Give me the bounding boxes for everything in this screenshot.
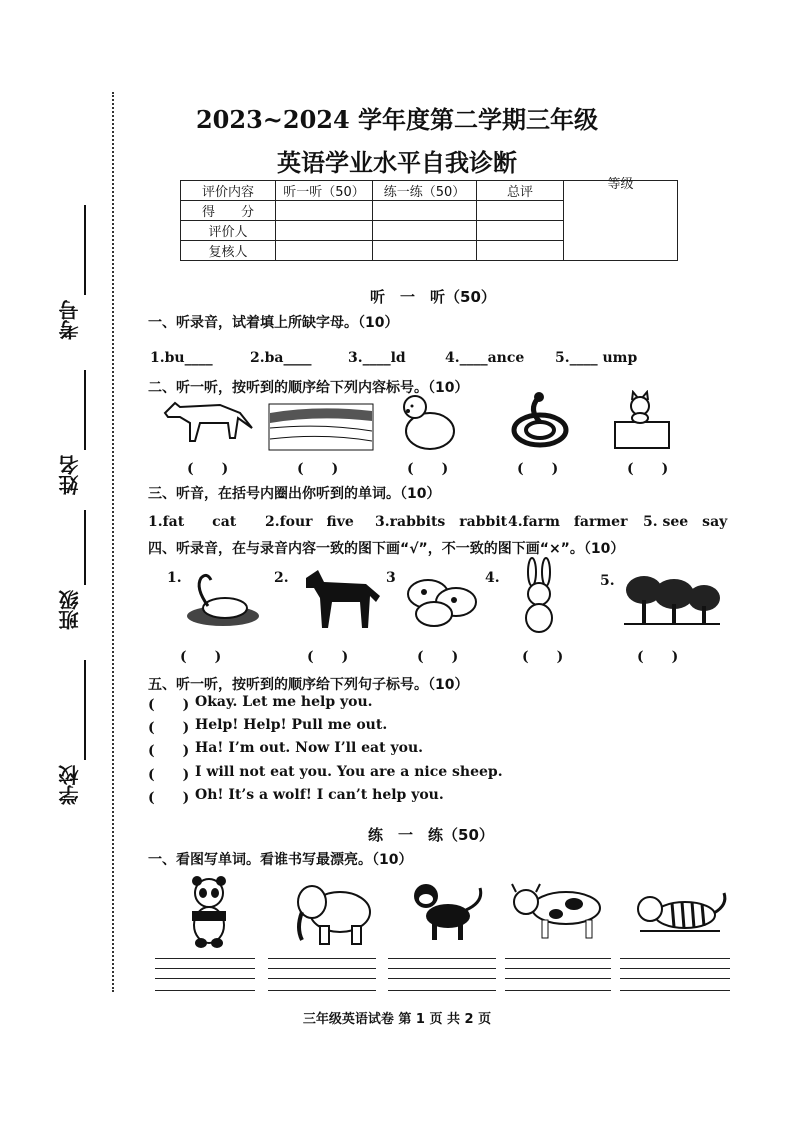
answer-blank[interactable]: ( ) [307, 649, 349, 665]
exam-number-line [84, 205, 86, 295]
page-footer: 三年级英语试卷 第 1 页 共 2 页 [302, 1012, 492, 1027]
score-table-header: 评价内容 [181, 181, 276, 201]
sentence-item: Oh! It’s a wolf! I can’t help you. [195, 787, 444, 803]
score-cell[interactable] [373, 221, 477, 241]
answer-blank[interactable]: ( ) [180, 649, 222, 665]
score-row-label: 复核人 [181, 241, 276, 261]
listen-q2-title: 二、听一听，按听到的顺序给下列内容标号。（10） [148, 380, 469, 396]
writing-line[interactable] [268, 978, 376, 979]
listen-q4-title: 四、听录音，在与录音内容一致的图下画“√”，不一致的图下画“×”。（10） [148, 541, 625, 557]
answer-blank[interactable]: ( ) [148, 767, 190, 783]
answer-blank[interactable]: ( ) [637, 649, 679, 665]
q3-item[interactable]: 3.rabbits rabbit [375, 514, 508, 530]
writing-line[interactable] [388, 968, 496, 969]
sentence-item: Okay. Let me help you. [195, 694, 373, 710]
practice-section-heading: 练 一 练（50） [368, 826, 494, 844]
writing-line[interactable] [268, 958, 376, 959]
writing-line[interactable] [620, 978, 730, 979]
q3-item[interactable]: 2.four five [265, 514, 354, 530]
score-cell[interactable] [477, 221, 564, 241]
cow-icon [508, 880, 608, 942]
sheep-icon [404, 566, 480, 632]
score-cell[interactable] [373, 201, 477, 221]
answer-blank[interactable]: ( ) [407, 461, 449, 477]
rabbit-icon [510, 556, 568, 636]
listen-section-heading: 听 一 听（50） [370, 288, 496, 306]
exam-title: 2023~2024 学年度第二学期三年级 [195, 105, 599, 134]
writing-line[interactable] [620, 968, 730, 969]
score-table-header: 总评 [477, 181, 564, 201]
q3-item[interactable]: 4.farm farmer [508, 514, 628, 530]
answer-blank[interactable]: ( ) [148, 697, 190, 713]
answer-blank[interactable]: ( ) [417, 649, 459, 665]
score-cell[interactable] [276, 221, 373, 241]
score-table-header: 练一练（50） [373, 181, 477, 201]
class-line [84, 510, 86, 585]
wolf-icon [160, 393, 255, 448]
answer-blank[interactable]: ( ) [148, 720, 190, 736]
answer-blank[interactable]: ( ) [517, 461, 559, 477]
writing-line[interactable] [155, 958, 255, 959]
writing-line[interactable] [388, 958, 496, 959]
river-icon [268, 403, 374, 451]
q1-item: 2.ba____ [250, 350, 312, 366]
grade-cell[interactable] [564, 176, 678, 261]
answer-blank[interactable]: ( ) [297, 461, 339, 477]
writing-line[interactable] [388, 990, 496, 991]
q4-number: 3 [386, 570, 396, 586]
monkey-icon [408, 880, 490, 942]
answer-blank[interactable]: ( ) [522, 649, 564, 665]
q4-number: 1. [167, 570, 182, 586]
score-cell[interactable] [276, 241, 373, 261]
answer-blank[interactable]: ( ) [187, 461, 229, 477]
q1-item: 5.____ ump [555, 350, 638, 366]
writing-line[interactable] [620, 990, 730, 991]
q1-item: 4.____ance [445, 350, 525, 366]
polar-bear-icon [395, 393, 465, 453]
writing-line[interactable] [155, 978, 255, 979]
exam-number-label: 考号 [58, 300, 82, 340]
snake-icon [508, 390, 573, 452]
cat-on-box-icon [612, 390, 674, 450]
horse-icon [296, 566, 384, 630]
sentence-item: Help! Help! Pull me out. [195, 717, 388, 733]
practice-q1-title: 一、看图写单词。看谁书写最漂亮。（10） [148, 852, 413, 868]
listen-q3-title: 三、听音，在括号内圈出你听到的单词。（10） [148, 486, 441, 502]
answer-blank[interactable]: ( ) [148, 743, 190, 759]
writing-line[interactable] [505, 958, 611, 959]
q4-number: 5. [600, 573, 615, 589]
q3-item[interactable]: 1.fat cat [148, 514, 237, 530]
panda-icon [186, 875, 232, 949]
writing-line[interactable] [620, 958, 730, 959]
tiger-icon [620, 885, 730, 940]
q1-item: 1.bu____ [150, 350, 213, 366]
exam-subtitle: 英语学业水平自我诊断 [277, 148, 517, 177]
score-table-header: 听一听（50） [276, 181, 373, 201]
listen-q1-title: 一、听录音，试着填上所缺字母。（10） [148, 315, 399, 331]
student-name-line [84, 370, 86, 450]
school-line [84, 660, 86, 760]
writing-line[interactable] [268, 968, 376, 969]
writing-line[interactable] [155, 968, 255, 969]
sentence-item: I will not eat you. You are a nice sheep. [195, 764, 503, 780]
q1-item: 3.____ld [348, 350, 406, 366]
listen-q5-title: 五、听一听，按听到的顺序给下列句子标号。（10） [148, 677, 469, 693]
binding-dotted-line [112, 92, 114, 992]
writing-line[interactable] [155, 990, 255, 991]
q4-number: 4. [485, 570, 500, 586]
score-cell[interactable] [276, 201, 373, 221]
score-cell[interactable] [477, 201, 564, 221]
writing-line[interactable] [505, 978, 611, 979]
q3-item[interactable]: 5. see say [643, 514, 728, 530]
answer-blank[interactable]: ( ) [148, 790, 190, 806]
q4-number: 2. [274, 570, 289, 586]
sentence-item: Ha! I’m out. Now I’ll eat you. [195, 740, 423, 756]
writing-line[interactable] [505, 968, 611, 969]
score-row-label: 评价人 [181, 221, 276, 241]
elephant-icon [290, 880, 376, 948]
score-row-label: 得 分 [181, 201, 276, 221]
answer-blank[interactable]: ( ) [627, 461, 669, 477]
swan-icon [183, 568, 263, 630]
score-cell[interactable] [373, 241, 477, 261]
school-label: 学校 [58, 765, 82, 805]
score-cell[interactable] [477, 241, 564, 261]
writing-line[interactable] [505, 990, 611, 991]
score-table [180, 176, 678, 261]
class-label: 班级 [58, 590, 82, 630]
trees-icon [622, 570, 722, 628]
student-name-label: 姓名 [58, 455, 82, 495]
writing-line[interactable] [268, 990, 376, 991]
grade-header: 等级 [607, 176, 634, 192]
writing-line[interactable] [388, 978, 496, 979]
